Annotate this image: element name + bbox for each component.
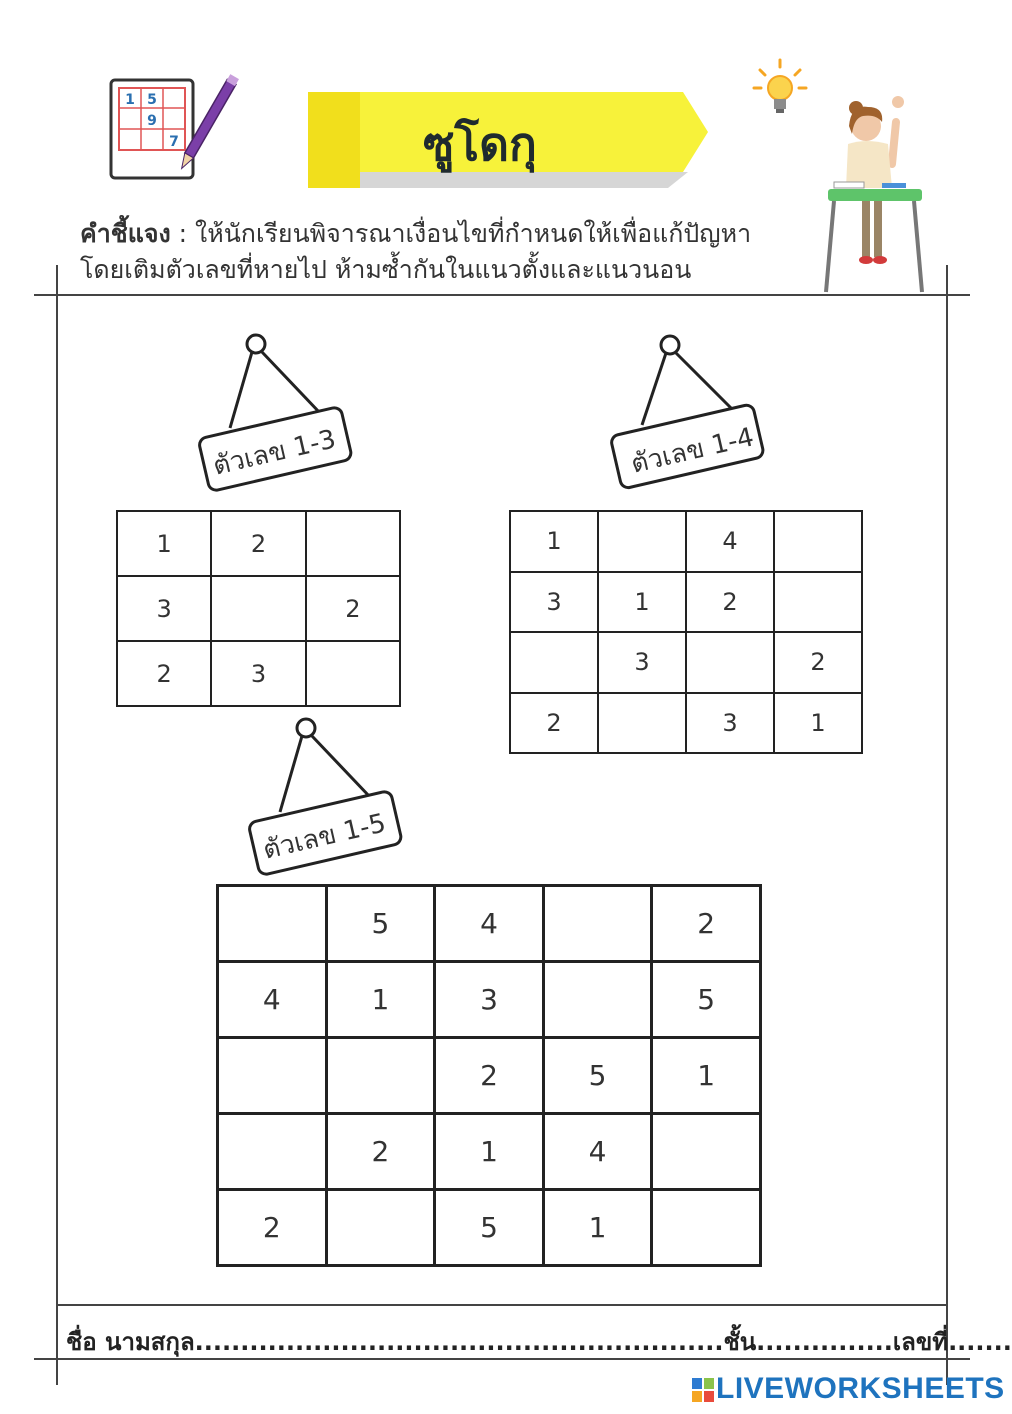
class-label: ชั้น xyxy=(723,1328,757,1356)
grid-cell[interactable] xyxy=(686,632,774,693)
number-label: เลขที่ xyxy=(892,1328,949,1356)
instructions-label: คำชี้แจง xyxy=(80,219,171,248)
grid-row xyxy=(117,641,400,706)
grid-cell: 5 xyxy=(435,1190,544,1266)
grid-cell: 5 xyxy=(326,886,435,962)
grid-cell: 1 xyxy=(774,693,862,754)
grid-cell[interactable] xyxy=(326,1038,435,1114)
grid-cell: 1 xyxy=(598,572,686,633)
grid-cell: 1 xyxy=(652,1038,761,1114)
grid-cell[interactable] xyxy=(326,1190,435,1266)
grid-cell: 2 xyxy=(326,1114,435,1190)
grid-cell: 1 xyxy=(543,1190,652,1266)
grid-cell[interactable] xyxy=(598,693,686,754)
frame-right-border xyxy=(946,265,948,1385)
grid-cell[interactable] xyxy=(218,1114,327,1190)
grid-row xyxy=(218,886,761,962)
grid-cell: 2 xyxy=(435,1038,544,1114)
hanging-sign-2 xyxy=(604,325,784,500)
grid-cell[interactable] xyxy=(774,572,862,633)
grid-cell[interactable] xyxy=(652,1114,761,1190)
icon-digit: 7 xyxy=(169,134,179,150)
grid-row xyxy=(117,511,400,576)
grid-cell[interactable] xyxy=(218,1038,327,1114)
grid-cell: 4 xyxy=(543,1114,652,1190)
grid-cell[interactable] xyxy=(652,1190,761,1266)
page-title: ซูโดกุ xyxy=(423,117,537,171)
number-field[interactable]: ....... xyxy=(948,1328,1012,1356)
brand-name: LIVEWORKSHEETS xyxy=(716,1372,1005,1405)
grid-cell: 2 xyxy=(774,632,862,693)
grid-row xyxy=(218,1190,761,1266)
grid-row xyxy=(510,572,862,633)
grid-cell: 3 xyxy=(435,962,544,1038)
grid-row xyxy=(510,632,862,693)
grid-cell[interactable] xyxy=(598,511,686,572)
grid-cell: 2 xyxy=(117,641,211,706)
instructions-line-1 xyxy=(80,216,820,252)
instructions-text-2: โดยเติมตัวเลขที่หายไป ห้ามซ้ำกันในแนวตั้งและแนวนอน xyxy=(80,255,692,284)
grid-cell[interactable] xyxy=(510,632,598,693)
grid-cell: 5 xyxy=(652,962,761,1038)
grid-cell: 2 xyxy=(652,886,761,962)
student-illustration xyxy=(818,92,930,297)
class-field[interactable]: ............... xyxy=(756,1328,893,1356)
grid-cell[interactable] xyxy=(543,886,652,962)
sudoku-grid-1 xyxy=(116,510,401,707)
grid-cell[interactable] xyxy=(218,886,327,962)
icon-digit: 1 xyxy=(125,92,135,108)
grid-cell: 3 xyxy=(510,572,598,633)
grid-cell: 1 xyxy=(435,1114,544,1190)
icon-digit: 5 xyxy=(147,92,157,108)
grid-cell: 2 xyxy=(211,511,305,576)
sign-label-3: ตัวเลข 1-5 xyxy=(260,808,389,866)
grid-cell: 1 xyxy=(326,962,435,1038)
grid-cell: 4 xyxy=(218,962,327,1038)
grid-cell[interactable] xyxy=(306,511,400,576)
instructions-separator: : xyxy=(170,219,196,248)
grid-cell: 3 xyxy=(598,632,686,693)
frame-left-border xyxy=(56,265,58,1385)
grid-row xyxy=(117,576,400,641)
student-info-line xyxy=(66,1322,1012,1361)
grid-cell: 3 xyxy=(211,641,305,706)
grid-cell[interactable] xyxy=(306,641,400,706)
grid-cell: 4 xyxy=(686,511,774,572)
header-divider xyxy=(34,294,970,296)
grid-cell: 1 xyxy=(510,511,598,572)
sudoku-pencil-icon xyxy=(105,75,240,185)
grid-row xyxy=(510,693,862,754)
instructions-text-1: ให้นักเรียนพิจารณาเงื่อนไขที่กำหนดให้เพื่อแก้ปัญหา xyxy=(195,219,752,248)
lightbulb-icon xyxy=(752,58,808,118)
grid-cell[interactable] xyxy=(211,576,305,641)
grid-cell: 2 xyxy=(218,1190,327,1266)
grid-cell: 2 xyxy=(686,572,774,633)
grid-row xyxy=(510,511,862,572)
grid-cell: 4 xyxy=(435,886,544,962)
footer-top-divider xyxy=(56,1304,948,1306)
grid-cell: 2 xyxy=(306,576,400,641)
grid-cell: 1 xyxy=(117,511,211,576)
grid-cell[interactable] xyxy=(543,962,652,1038)
sudoku-grid-3 xyxy=(216,884,762,1267)
name-field[interactable]: .......................................................... xyxy=(194,1328,724,1356)
grid-row xyxy=(218,1038,761,1114)
liveworksheets-logo-icon xyxy=(692,1378,714,1402)
grid-cell[interactable] xyxy=(774,511,862,572)
name-label: ชื่อ นามสกุล xyxy=(66,1328,195,1356)
sign-label-1: ตัวเลข 1-3 xyxy=(210,424,339,482)
sign-label-2: ตัวเลข 1-4 xyxy=(628,422,757,480)
grid-cell: 5 xyxy=(543,1038,652,1114)
icon-digit: 9 xyxy=(147,113,157,129)
grid-cell: 2 xyxy=(510,693,598,754)
grid-cell: 3 xyxy=(117,576,211,641)
sudoku-grid-2 xyxy=(509,510,863,754)
grid-cell: 3 xyxy=(686,693,774,754)
instructions xyxy=(80,216,820,288)
grid-row xyxy=(218,962,761,1038)
grid-row xyxy=(218,1114,761,1190)
